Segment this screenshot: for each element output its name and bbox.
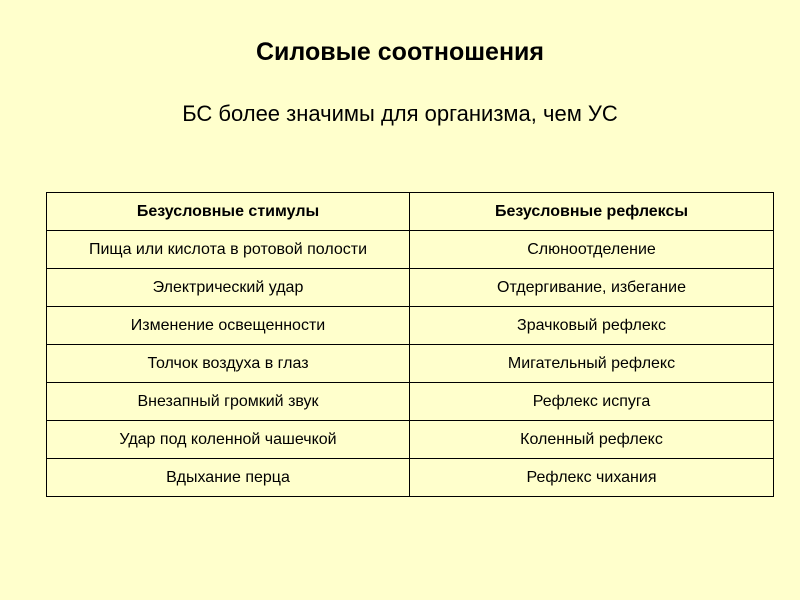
table-row: [47, 383, 774, 421]
reflex-cell: Зрачковый рефлекс: [410, 307, 774, 345]
stimulus-cell: Пища или кислота в ротовой полости: [47, 231, 410, 269]
reflex-cell: Коленный рефлекс: [410, 421, 774, 459]
table-row: [47, 459, 774, 497]
table-row: [47, 307, 774, 345]
reflex-cell: Рефлекс чихания: [410, 459, 774, 497]
table-header-row: [47, 193, 774, 231]
table-row: [47, 345, 774, 383]
table-row: [47, 421, 774, 459]
reflex-cell: Рефлекс испуга: [410, 383, 774, 421]
reflex-cell: Мигательный рефлекс: [410, 345, 774, 383]
stimulus-cell: Удар под коленной чашечкой: [47, 421, 410, 459]
stimulus-cell: Электрический удар: [47, 269, 410, 307]
column-header-stimuli: Безусловные стимулы: [47, 193, 410, 231]
slide-subtitle: БС более значимы для организма, чем УС: [182, 101, 618, 126]
reflex-cell: Слюноотделение: [410, 231, 774, 269]
stimulus-cell: Толчок воздуха в глаз: [47, 345, 410, 383]
stimulus-cell: Вдыхание перца: [47, 459, 410, 497]
column-header-reflexes: Безусловные рефлексы: [410, 193, 774, 231]
reflex-table: [46, 192, 774, 497]
table-row: [47, 231, 774, 269]
table-row: [47, 269, 774, 307]
reflex-cell: Отдергивание, избегание: [410, 269, 774, 307]
stimulus-cell: Изменение освещенности: [47, 307, 410, 345]
slide-title: Силовые соотношения: [255, 38, 545, 66]
stimulus-cell: Внезапный громкий звук: [47, 383, 410, 421]
